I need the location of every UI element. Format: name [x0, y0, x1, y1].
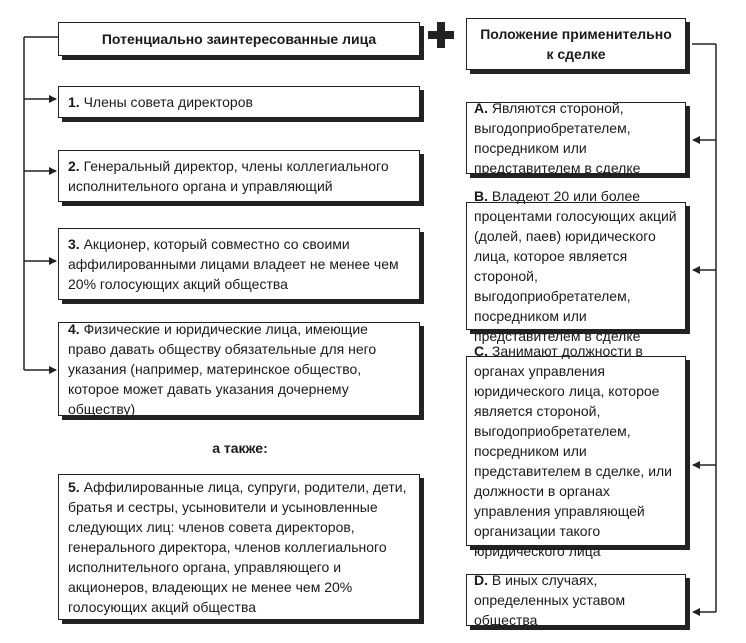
item-text: Члены совета директоров — [83, 94, 253, 110]
item-letter: C. — [474, 343, 488, 359]
right-item-d — [466, 574, 686, 626]
left-item-5 — [58, 474, 420, 620]
right-item-b — [466, 188, 686, 344]
also-label: а также: — [212, 440, 268, 456]
right-header-title: Положение применительно к сделке — [480, 26, 672, 62]
item-text: В иных случаях, определенных уставом общества — [474, 572, 626, 628]
item-text: Генеральный директор, члены коллегиального исполнительного органа и управляющий — [68, 158, 389, 194]
left-header-title: Потенциально заинтересованные лица — [101, 31, 377, 47]
item-number: 5. — [68, 479, 80, 495]
item-letter: A. — [474, 100, 488, 116]
item-number: 1. — [68, 94, 80, 110]
item-text: Аффилированные лица, супруги, родители, дети, братья и сестры, усыновители и усыновленные следующих лиц: членов совета директоров, генерального директора, членов коллегиального исполнительного органа, управляющего и акционеров, владеющих не менее чем 20% голосующих акций общества — [68, 479, 407, 615]
right-bracket — [692, 44, 716, 612]
item-text: Являются стороной, выгодоприобретателем, посредником или представителем в сделке — [474, 100, 641, 176]
left-item-1 — [58, 86, 420, 118]
left-bracket — [24, 37, 58, 370]
item-text: Физические и юридические лица, имеющие право давать обществу обязательные для него указания (например, материнское общество, которое может давать указания дочернему обществу) — [68, 321, 377, 417]
item-text: Акционер, который совместно со своими аффилированными лицами владеет не менее чем 20% голосующих акций общества — [68, 236, 399, 292]
plus-icon — [426, 20, 456, 50]
right-header-box — [466, 18, 686, 70]
item-letter: B. — [474, 188, 488, 204]
item-number: 2. — [68, 158, 80, 174]
right-item-a — [466, 102, 686, 174]
left-item-2 — [58, 150, 420, 202]
item-number: 3. — [68, 236, 80, 252]
item-letter: D. — [474, 572, 488, 588]
right-item-c — [466, 343, 686, 559]
item-number: 4. — [68, 321, 80, 337]
left-item-4 — [58, 322, 420, 416]
left-item-3 — [58, 228, 420, 300]
left-header-box — [58, 22, 420, 56]
item-text: Владеют 20 или более процентами голосующих акций (долей, паев) юридического лица, которое является стороной, выгодоприобретателем, посредником или представителем в сделке — [474, 188, 677, 344]
item-text: Занимают должности в органах управления юридического лица, которое является стороной, выгодоприобретателем, посредником или представителем в сделке, или должности в органах управления управляющей организации такого юридического лица — [474, 343, 673, 559]
